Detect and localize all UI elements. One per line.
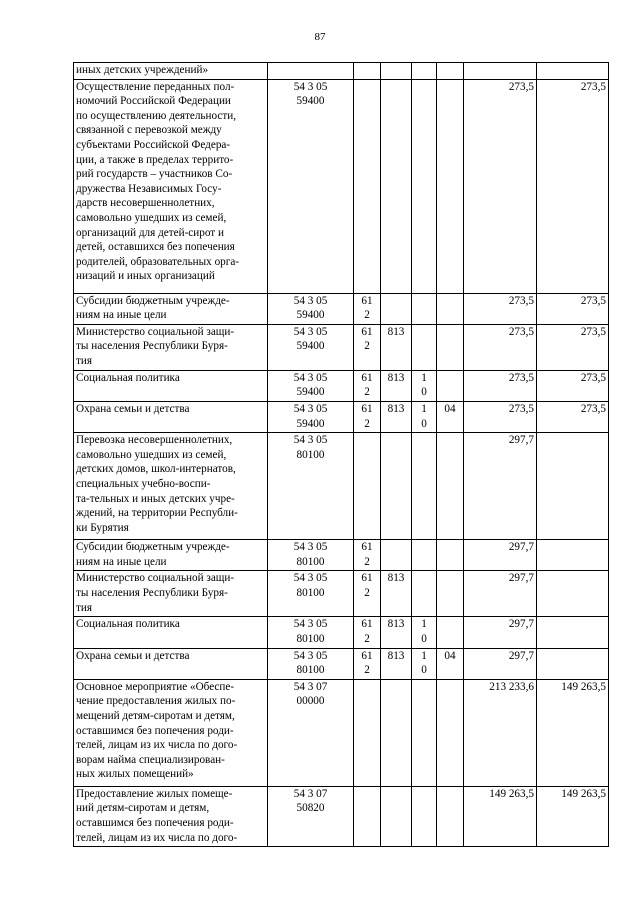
target-code-text: 54 3 05 59400 — [293, 80, 328, 108]
amount-year-1-text: 297,7 — [508, 434, 534, 447]
amount-year-1-text: 273,5 — [508, 371, 534, 384]
cell-subsection-code — [437, 324, 464, 370]
cell-amount-year-2 — [537, 63, 609, 80]
ministry-code-text: 813 — [387, 649, 405, 662]
row-name-text: Предоставление жилых помеще- ний детям-сиротам и детям, оставшимся без попечения роди- телей, лицам из их числа по дого- — [76, 787, 238, 844]
expense-type-text: 61 2 — [361, 618, 373, 645]
amount-year-2-text: 149 263,5 — [561, 787, 606, 800]
table-row — [74, 79, 609, 293]
cell-target-code — [268, 786, 354, 846]
subsection-code-text: 04 — [444, 649, 456, 662]
cell-amount-year-1 — [464, 571, 537, 617]
cell-amount-year-1 — [464, 786, 537, 846]
cell-expense-type — [354, 79, 381, 293]
table-row — [74, 324, 609, 370]
expense-type-text: 61 2 — [361, 325, 373, 353]
cell-amount-year-2 — [537, 79, 609, 293]
amount-year-2-text: 149 263,5 — [561, 680, 606, 693]
target-code-text: 54 3 05 59400 — [293, 402, 328, 430]
cell-amount-year-2 — [537, 324, 609, 370]
cell-amount-year-2 — [537, 401, 609, 432]
cell-target-code — [268, 401, 354, 432]
cell-ministry-code — [381, 370, 412, 401]
row-name-text: Министерство социальной защи- ты населения Республики Буря- тия — [76, 325, 235, 367]
cell-subsection-code — [437, 617, 464, 648]
target-code-text: 54 3 05 59400 — [293, 325, 328, 353]
cell-expense-type — [354, 63, 381, 80]
cell-amount-year-1 — [464, 433, 537, 540]
table-row — [74, 786, 609, 846]
table-row — [74, 648, 609, 679]
section-code-text: 1 0 — [421, 371, 427, 399]
cell-ministry-code — [381, 433, 412, 540]
expense-type-text: 61 2 — [361, 572, 373, 599]
cell-section-code — [412, 648, 437, 679]
cell-expense-type — [354, 324, 381, 370]
cell-ministry-code — [381, 540, 412, 571]
section-code-text: 1 0 — [421, 402, 427, 430]
cell-amount-year-2 — [537, 571, 609, 617]
table-row — [74, 63, 609, 80]
amount-year-1-text: 273,5 — [508, 294, 534, 307]
cell-section-code — [412, 540, 437, 571]
cell-row-name — [74, 293, 268, 324]
row-name-text: Социальная политика — [76, 371, 180, 384]
cell-row-name — [74, 63, 268, 80]
cell-target-code — [268, 679, 354, 786]
cell-expense-type — [354, 401, 381, 432]
amount-year-1-text: 297,7 — [508, 541, 534, 554]
cell-row-name — [74, 648, 268, 679]
cell-expense-type — [354, 293, 381, 324]
cell-target-code — [268, 540, 354, 571]
cell-amount-year-2 — [537, 786, 609, 846]
expense-type-text: 61 2 — [361, 371, 373, 399]
cell-expense-type — [354, 617, 381, 648]
section-code-text: 1 0 — [421, 649, 427, 677]
section-code-text: 1 0 — [421, 618, 427, 645]
ministry-code-text: 813 — [387, 618, 405, 631]
ministry-code-text: 813 — [387, 572, 405, 585]
ministry-code-text: 813 — [387, 402, 405, 415]
cell-subsection-code — [437, 293, 464, 324]
cell-amount-year-1 — [464, 293, 537, 324]
target-code-text: 54 3 05 59400 — [293, 371, 328, 399]
cell-section-code — [412, 786, 437, 846]
amount-year-2-text: 273,5 — [580, 325, 606, 338]
cell-expense-type — [354, 648, 381, 679]
cell-amount-year-2 — [537, 617, 609, 648]
amount-year-2-text: 273,5 — [580, 371, 606, 384]
cell-ministry-code — [381, 401, 412, 432]
amount-year-1-text: 213 233,6 — [489, 680, 534, 693]
cell-subsection-code — [437, 63, 464, 80]
cell-expense-type — [354, 786, 381, 846]
cell-target-code — [268, 370, 354, 401]
cell-target-code — [268, 571, 354, 617]
amount-year-1-text: 297,7 — [508, 649, 534, 662]
cell-section-code — [412, 679, 437, 786]
cell-row-name — [74, 571, 268, 617]
subsection-code-text: 04 — [444, 402, 456, 415]
cell-target-code — [268, 324, 354, 370]
expense-type-text: 61 2 — [361, 294, 373, 322]
cell-subsection-code — [437, 401, 464, 432]
cell-subsection-code — [437, 571, 464, 617]
cell-amount-year-2 — [537, 648, 609, 679]
cell-ministry-code — [381, 63, 412, 80]
amount-year-1-text: 297,7 — [508, 618, 534, 631]
amount-year-2-text: 273,5 — [580, 294, 606, 307]
cell-section-code — [412, 79, 437, 293]
cell-section-code — [412, 370, 437, 401]
cell-section-code — [412, 433, 437, 540]
expense-type-text: 61 2 — [361, 402, 373, 430]
cell-amount-year-1 — [464, 401, 537, 432]
cell-ministry-code — [381, 648, 412, 679]
cell-section-code — [412, 571, 437, 617]
cell-amount-year-2 — [537, 540, 609, 571]
cell-row-name — [74, 79, 268, 293]
table-row — [74, 401, 609, 432]
cell-target-code — [268, 433, 354, 540]
budget-table-body — [74, 63, 609, 847]
cell-row-name — [74, 370, 268, 401]
cell-subsection-code — [437, 648, 464, 679]
cell-ministry-code — [381, 571, 412, 617]
cell-row-name — [74, 401, 268, 432]
cell-section-code — [412, 617, 437, 648]
row-name-text: Охрана семьи и детства — [76, 649, 190, 662]
cell-section-code — [412, 63, 437, 80]
cell-subsection-code — [437, 79, 464, 293]
cell-expense-type — [354, 433, 381, 540]
target-code-text: 54 3 05 80100 — [293, 649, 328, 677]
amount-year-1-text: 273,5 — [508, 325, 534, 338]
target-code-text: 54 3 05 59400 — [293, 294, 328, 322]
cell-row-name — [74, 540, 268, 571]
cell-ministry-code — [381, 79, 412, 293]
amount-year-2-text: 273,5 — [580, 402, 606, 415]
page-number: 87 — [314, 31, 326, 43]
amount-year-1-text: 297,7 — [508, 572, 534, 585]
cell-amount-year-1 — [464, 648, 537, 679]
cell-expense-type — [354, 679, 381, 786]
cell-amount-year-1 — [464, 324, 537, 370]
cell-subsection-code — [437, 540, 464, 571]
row-name-text: Субсидии бюджетным учрежде- ниям на иные цели — [76, 294, 230, 322]
cell-amount-year-2 — [537, 293, 609, 324]
cell-ministry-code — [381, 293, 412, 324]
row-name-text: Социальная политика — [76, 618, 180, 631]
expense-type-text: 61 2 — [361, 649, 373, 677]
cell-row-name — [74, 679, 268, 786]
row-name-text: Перевозка несовершеннолетних, самовольно ушедших из семей, детских домов, школ-интернатов, специальных учебно-воспи- та-тельных и иных детских учре- ждений, на территории Республи- ки Бурятия — [76, 434, 238, 534]
table-row — [74, 293, 609, 324]
row-name-text: Министерство социальной защи- ты населения Республики Буря- тия — [76, 572, 235, 614]
cell-row-name — [74, 433, 268, 540]
ministry-code-text: 813 — [387, 371, 405, 384]
cell-amount-year-1 — [464, 63, 537, 80]
cell-ministry-code — [381, 324, 412, 370]
ministry-code-text: 813 — [387, 325, 405, 338]
cell-target-code — [268, 293, 354, 324]
cell-ministry-code — [381, 617, 412, 648]
cell-expense-type — [354, 571, 381, 617]
row-name-text: Осуществление переданных пол- номочий Российской Федерации по осуществлению деятельности, связанной с перевозкой между субъектами Российской Федера- ции, а также в пределах террито- рий государств – участников Со- дружества Независимых Госу- дарств несовершеннолетних, самовольно ушедших из семей, организаций для детей-сирот и детей, оставшихся без попечения родителей, образовательных орга- низаций и иных организаций — [76, 80, 240, 283]
target-code-text: 54 3 07 50820 — [293, 787, 328, 815]
target-code-text: 54 3 05 80100 — [293, 434, 328, 461]
target-code-text: 54 3 05 80100 — [293, 541, 328, 568]
amount-year-1-text: 273,5 — [508, 402, 534, 415]
cell-amount-year-2 — [537, 679, 609, 786]
cell-section-code — [412, 293, 437, 324]
cell-subsection-code — [437, 370, 464, 401]
cell-expense-type — [354, 540, 381, 571]
cell-target-code — [268, 617, 354, 648]
cell-subsection-code — [437, 786, 464, 846]
cell-ministry-code — [381, 679, 412, 786]
target-code-text: 54 3 05 80100 — [293, 618, 328, 645]
budget-table — [73, 62, 609, 847]
cell-subsection-code — [437, 433, 464, 540]
cell-target-code — [268, 63, 354, 80]
table-row — [74, 679, 609, 786]
cell-ministry-code — [381, 786, 412, 846]
cell-amount-year-2 — [537, 370, 609, 401]
table-row — [74, 433, 609, 540]
target-code-text: 54 3 05 80100 — [293, 572, 328, 599]
amount-year-2-text: 273,5 — [580, 80, 606, 93]
row-name-text: Субсидии бюджетным учрежде- ниям на иные цели — [76, 541, 230, 568]
amount-year-1-text: 149 263,5 — [489, 787, 534, 800]
cell-subsection-code — [437, 679, 464, 786]
table-row — [74, 617, 609, 648]
table-row — [74, 540, 609, 571]
row-name-text: Охрана семьи и детства — [76, 402, 190, 415]
target-code-text: 54 3 07 00000 — [293, 680, 328, 708]
cell-amount-year-2 — [537, 433, 609, 540]
row-name-text: Основное мероприятие «Обеспе- чение предоставления жилых по- мещений детям-сиротам и детям, оставшимся без попечения роди- телей, лицам из их числа по дого- ворам найма специализирован- ных жилых помещений» — [76, 680, 238, 781]
table-row — [74, 370, 609, 401]
amount-year-1-text: 273,5 — [508, 80, 534, 93]
cell-target-code — [268, 648, 354, 679]
cell-section-code — [412, 401, 437, 432]
cell-amount-year-1 — [464, 540, 537, 571]
cell-amount-year-1 — [464, 617, 537, 648]
cell-amount-year-1 — [464, 370, 537, 401]
cell-amount-year-1 — [464, 79, 537, 293]
table-row — [74, 571, 609, 617]
expense-type-text: 61 2 — [361, 541, 373, 568]
row-name-text: иных детских учреждений» — [76, 64, 209, 76]
cell-section-code — [412, 324, 437, 370]
cell-expense-type — [354, 370, 381, 401]
cell-row-name — [74, 324, 268, 370]
cell-amount-year-1 — [464, 679, 537, 786]
cell-row-name — [74, 786, 268, 846]
cell-row-name — [74, 617, 268, 648]
cell-target-code — [268, 79, 354, 293]
